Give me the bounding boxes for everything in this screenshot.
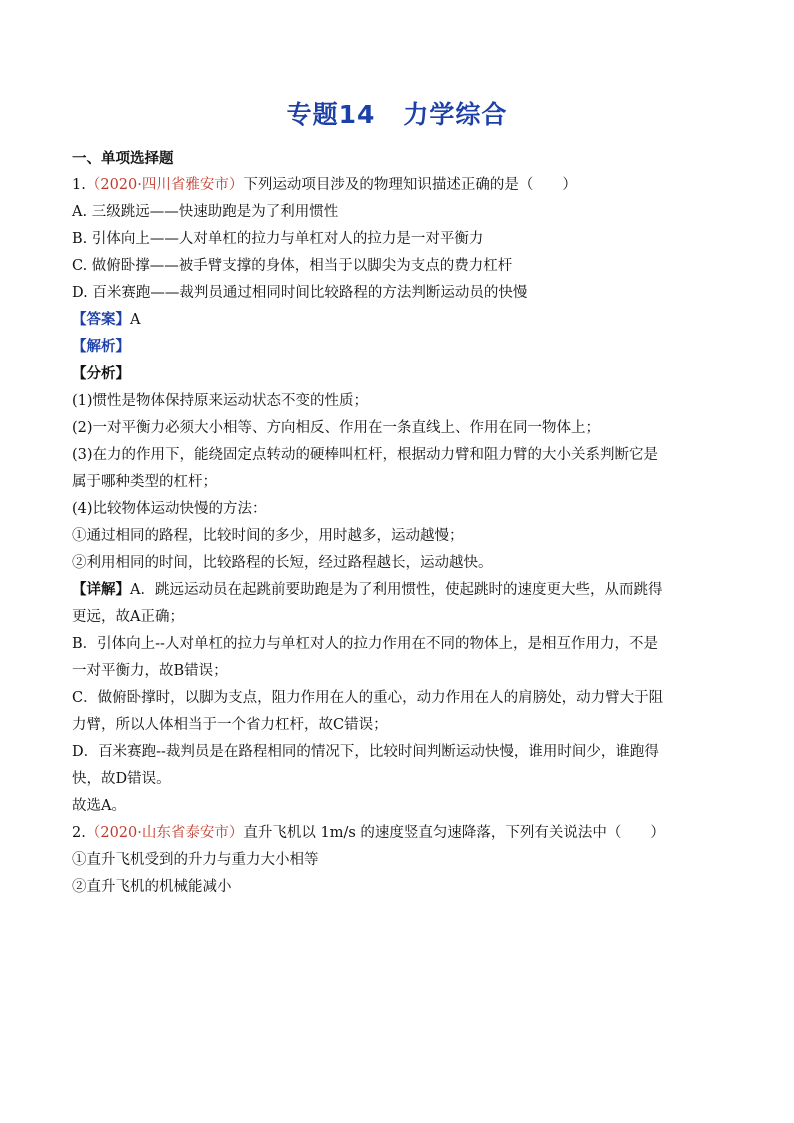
title-sub: 力学综合	[403, 100, 508, 129]
option-d: D. 百米赛跑——裁判员通过相同时间比较路程的方法判断运动员的快慢	[72, 285, 528, 301]
detail-line: 故选A。	[72, 798, 126, 814]
option-c: C. 做俯卧撑——被手臂支撑的身体，相当于以脚尖为支点的费力杠杆	[72, 258, 513, 274]
statement-item: ②直升飞机的机械能减小	[72, 879, 232, 895]
analysis-point: (2)一对平衡力必须大小相等、方向相反、作用在一条直线上、作用在同一物体上；	[72, 420, 601, 436]
statement-item: ①直升飞机受到的升力与重力大小相等	[72, 852, 319, 868]
question-number: 2.	[72, 825, 86, 841]
analysis-point: 属于哪种类型的杠杆；	[72, 474, 217, 490]
detail-line: B．引体向上--人对单杠的拉力与单杠对人的拉力作用在不同的物体上，是相互作用力，不是	[72, 636, 658, 652]
detail-line: D．百米赛跑--裁判员是在路程相同的情况下，比较时间判断运动快慢，谁用时间少，谁跑得	[72, 744, 659, 760]
analysis-point: (4)比较物体运动快慢的方法：	[72, 501, 267, 517]
answer-tag: 【答案】	[72, 312, 130, 328]
analysis-point: (1)惯性是物体保持原来运动状态不变的性质；	[72, 393, 369, 409]
question-source: （2020·四川省雅安市）	[85, 177, 244, 193]
analysis-point: (3)在力的作用下，能绕固定点转动的硬棒叫杠杆，根据动力臂和阻力臂的大小关系判断它是	[72, 447, 659, 463]
answer-line	[72, 307, 722, 334]
title-main: 专题14	[286, 100, 376, 129]
page-title	[72, 96, 722, 134]
question-text: 下列运动项目涉及的物理知识描述正确的是（ ）	[243, 177, 577, 193]
analysis-point: ①通过相同的路程，比较时间的多少，用时越多，运动越慢；	[72, 528, 464, 544]
detail-line: 一对平衡力，故B错误；	[72, 663, 228, 679]
question-number: 1.	[72, 177, 86, 193]
detail-line: C．做俯卧撑时，以脚为支点，阻力作用在人的重心，动力作用在人的肩膀处，动力臂大于阻	[72, 690, 664, 706]
detail-line: 快，故D错误。	[72, 771, 171, 787]
analysis-line	[72, 334, 722, 361]
analysis-point: ②利用相同的时间，比较路程的长短，经过路程越长，运动越快。	[72, 555, 493, 571]
question-text: 直升飞机以 1m/s 的速度竖直匀速降落，下列有关说法中（ ）	[243, 825, 665, 841]
question-2-stem	[72, 820, 722, 847]
option-a: A. 三级跳远——快速助跑是为了利用惯性	[72, 204, 339, 220]
detail-line: 力臂，所以人体相当于一个省力杠杆，故C错误；	[72, 717, 388, 733]
section-heading: 一、单项选择题	[72, 151, 174, 167]
fenxi-line	[72, 361, 722, 388]
answer-value: A	[130, 312, 141, 328]
detail-text: A．跳远运动员在起跳前要助跑是为了利用惯性，使起跳时的速度更大些，从而跳得	[130, 582, 663, 598]
question-1-stem	[72, 172, 722, 199]
document-page	[72, 96, 722, 901]
analysis-tag: 【解析】	[72, 339, 130, 355]
fenxi-tag: 【分析】	[72, 366, 130, 382]
detail-line: 更远，故A正确；	[72, 609, 184, 625]
detail-tag: 【详解】	[72, 582, 130, 598]
detail-line	[72, 577, 722, 604]
question-source: （2020·山东省泰安市）	[85, 825, 244, 841]
option-b: B. 引体向上——人对单杠的拉力与单杠对人的拉力是一对平衡力	[72, 231, 484, 247]
